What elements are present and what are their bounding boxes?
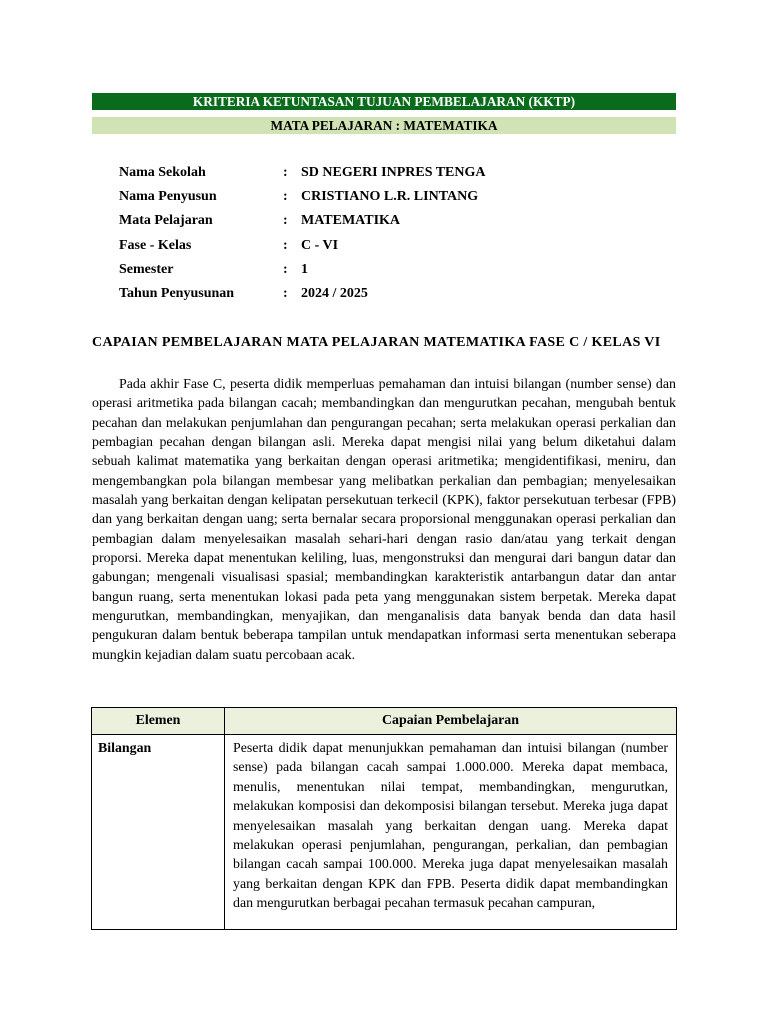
info-value: CRISTIANO L.R. LINTANG: [301, 189, 479, 205]
document-title: KRITERIA KETUNTASAN TUJUAN PEMBELAJARAN (KKTP): [92, 93, 676, 110]
element-cell: Bilangan: [92, 735, 225, 930]
identity-block: [119, 163, 486, 308]
outcome-cell: [225, 735, 677, 930]
info-value: 2024 / 2025: [301, 285, 368, 301]
info-colon: :: [283, 237, 288, 253]
column-header-element: Elemen: [92, 708, 225, 735]
info-row-year: [119, 284, 486, 308]
table-row: [92, 735, 677, 930]
info-value: MATEMATIKA: [301, 213, 401, 229]
info-label: Tahun Penyusunan: [119, 285, 235, 301]
info-colon: :: [283, 285, 288, 301]
info-value: 1: [301, 261, 308, 277]
info-label: Nama Sekolah: [119, 165, 206, 180]
info-value: SD NEGERI INPRES TENGA: [301, 165, 486, 180]
info-label: Fase - Kelas: [119, 237, 192, 253]
info-row-subject: [119, 211, 486, 235]
table-header-row: [92, 708, 677, 735]
info-row-semester: [119, 260, 486, 284]
info-label: Semester: [119, 261, 174, 277]
subject-banner: MATA PELAJARAN : MATEMATIKA: [92, 117, 676, 134]
info-row-author: [119, 187, 486, 211]
info-label: Nama Penyusun: [119, 189, 217, 205]
info-label: Mata Pelajaran: [119, 213, 213, 229]
info-row-phase: [119, 236, 486, 260]
info-row-school: [119, 163, 486, 187]
outcomes-table: [91, 707, 677, 930]
outcome-text: Peserta didik dapat menunjukkan pemahaman dan intuisi bilangan (number sense) pada bilangan cacah sampai 1.000.000. Mereka dapat membaca, menulis, menentukan nilai tempat, membandingkan, mengurutkan, melakukan komposisi dan dekomposisi bilangan tersebut. Mereka juga dapat menyelesaikan masalah yang berkaitan dengan uang. Mereka dapat melakukan operasi penjumlahan, pengurangan, perkalian, dan pembagian bilangan cacah sampai 100.000. Mereka juga dapat menyelesaikan masalah yang berkaitan dengan KPK dan FPB. Peserta didik dapat membandingkan dan mengurutkan berbagai pecahan termasuk pecahan campuran,: [233, 741, 668, 912]
info-colon: :: [283, 261, 288, 277]
info-value: C - VI: [301, 237, 339, 253]
section-heading: CAPAIAN PEMBELAJARAN MATA PELAJARAN MATEMATIKA FASE C / KELAS VI: [92, 335, 661, 350]
info-colon: :: [283, 213, 288, 229]
column-header-outcome: Capaian Pembelajaran: [225, 708, 677, 735]
learning-outcome-paragraph: Pada akhir Fase C, peserta didik memperluas pemahaman dan intuisi bilangan (number sense) dan operasi aritmetika pada bilangan cacah; membandingkan dan mengurutkan pecahan, mengubah bentuk pecahan dan melakukan penjumlahan dan pengurangan pecahan; serta melakukan operasi perkalian dan pembagian pecahan dengan bilangan asli. Mereka dapat mengisi nilai yang belum diketahui dalam sebuah kalimat matematika yang berkaitan dengan operasi aritmetika; mengidentifikasi, meniru, dan mengembangkan pola bilangan membesar yang melibatkan perkalian dan pembagian; menyelesaikan masalah yang berkaitan dengan kelipatan persekutuan terkecil (KPK), faktor persekutuan terbesar (FPB) dan yang berkaitan dengan uang; serta bernalar secara proporsional menggunakan operasi perkalian dan pembagian dalam menyelesaikan masalah sehari-hari dengan rasio dan/atau yang terkait dengan proporsi. Mereka dapat menentukan keliling, luas, mengonstruksi dan mengurai dari bangun datar dan gabungan; mengenali visualisasi spasial; membandingkan karakteristik antarbangun datar dan antar bangun ruang, serta menentukan lokasi pada peta yang menggunakan sistem berpetak. Mereka dapat mengurutkan, membandingkan, menyajikan, dan menganalisis data banyak benda dan data hasil pengukuran dalam bentuk beberapa tampilan untuk mendapatkan informasi serta menentukan seberapa mungkin kejadian dalam suatu percobaan acak.: [92, 377, 676, 663]
info-colon: :: [283, 165, 288, 180]
info-colon: :: [283, 189, 288, 205]
